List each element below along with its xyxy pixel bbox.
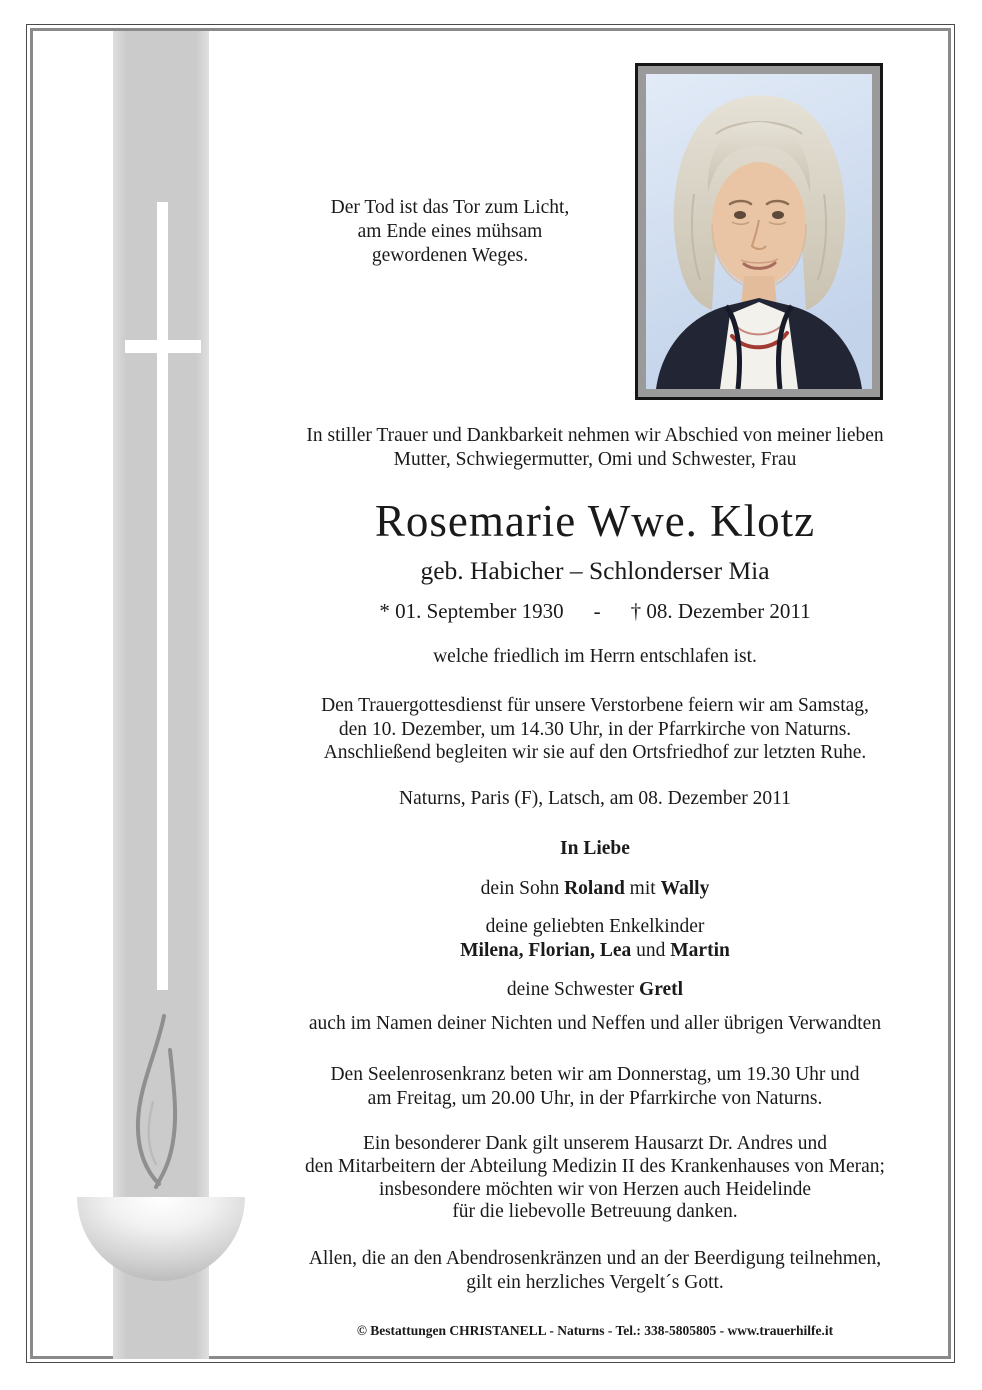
relatives-line: auch im Namen deiner Nichten und Neffen und aller übrigen Verwandten bbox=[308, 1013, 882, 1034]
passing-line: welche friedlich im Herrn entschlafen ist. bbox=[433, 646, 757, 667]
thanks-line: insbesondere möchten wir von Herzen auch Heidelinde bbox=[378, 1178, 812, 1200]
sister-prefix: deine Schwester bbox=[506, 979, 635, 1000]
sister-name: Gretl bbox=[639, 979, 684, 1000]
grandchildren-label: deine geliebten Enkelkinder bbox=[485, 916, 705, 937]
thanks-text bbox=[225, 1133, 965, 1224]
rosary-text bbox=[225, 1063, 965, 1110]
rosary-line: am Freitag, um 20.00 Uhr, in der Pfarrkirche von Naturns. bbox=[367, 1087, 823, 1109]
grandchildren-block bbox=[225, 915, 965, 962]
son-prefix: dein Sohn bbox=[480, 878, 560, 899]
intro-line: Mutter, Schwiegermutter, Omi und Schwester, Frau bbox=[393, 448, 797, 470]
cross-icon bbox=[157, 202, 168, 990]
service-line: den 10. Dezember, um 14.30 Uhr, in der Pfarrkirche von Naturns. bbox=[338, 718, 852, 740]
funeral-service-text bbox=[225, 694, 965, 765]
son-conj: mit bbox=[629, 878, 656, 899]
grandchildren-names-line bbox=[225, 939, 965, 963]
thanks-line: Ein besonderer Dank gilt unserem Hausarzt Dr. Andres und bbox=[362, 1133, 828, 1154]
attendance-line: Allen, die an den Abendrosenkränzen und an der Beerdigung teilnehmen, bbox=[308, 1248, 882, 1269]
life-dates bbox=[225, 598, 965, 624]
in-love-heading: In Liebe bbox=[560, 838, 630, 859]
son-name: Roland bbox=[564, 878, 625, 899]
deceased-name: Rosemarie Wwe. Klotz bbox=[374, 496, 816, 546]
thanks-line: den Mitarbeitern der Abteilung Medizin II des Krankenhauses von Meran; bbox=[305, 1155, 885, 1177]
son-wife-name: Wally bbox=[660, 878, 710, 899]
service-line: Anschließend begleiten wir sie auf den Ortsfriedhof zur letzten Ruhe. bbox=[323, 742, 867, 763]
grandchildren-conj: und bbox=[636, 939, 666, 961]
intro-line: In stiller Trauer und Dankbarkeit nehmen wir Abschied von meiner lieben bbox=[306, 425, 884, 446]
quote-line: am Ende eines mühsam bbox=[357, 221, 543, 242]
intro-text bbox=[225, 424, 965, 471]
funeral-home-footer: © Bestattungen CHRISTANELL - Naturns - Tel.: 338-5805805 - www.trauerhilfe.it bbox=[356, 1323, 834, 1338]
maiden-name: geb. Habicher – Schlonderser Mia bbox=[420, 556, 770, 585]
sister-line bbox=[225, 978, 965, 1002]
opening-quote bbox=[205, 196, 695, 268]
rosary-line: Den Seelenrosenkranz beten wir am Donnerstag, um 19.30 Uhr und bbox=[330, 1064, 860, 1085]
birth-date: * 01. September 1930 bbox=[379, 599, 564, 623]
cross-icon-arm bbox=[125, 340, 201, 353]
son-line bbox=[225, 877, 965, 901]
death-date: † 08. Dezember 2011 bbox=[630, 599, 811, 623]
quote-line: Der Tod ist das Tor zum Licht, bbox=[330, 197, 570, 218]
place-dateline: Naturns, Paris (F), Latsch, am 08. Dezember 2011 bbox=[399, 788, 791, 809]
thanks-line: für die liebevolle Betreuung danken. bbox=[452, 1201, 738, 1223]
attendance-text bbox=[225, 1247, 965, 1294]
quote-line: gewordenen Weges. bbox=[371, 245, 529, 266]
attendance-line: gilt ein herzliches Vergelt´s Gott. bbox=[466, 1271, 724, 1293]
grandchildren-names: Milena, Florian, Lea bbox=[460, 939, 632, 961]
service-line: Den Trauergottesdienst für unsere Verstorbene feiern wir am Samstag, bbox=[321, 695, 869, 716]
date-separator: - bbox=[593, 599, 601, 623]
flame-icon bbox=[130, 1010, 192, 1194]
grandchild-last-name: Martin bbox=[670, 939, 730, 961]
